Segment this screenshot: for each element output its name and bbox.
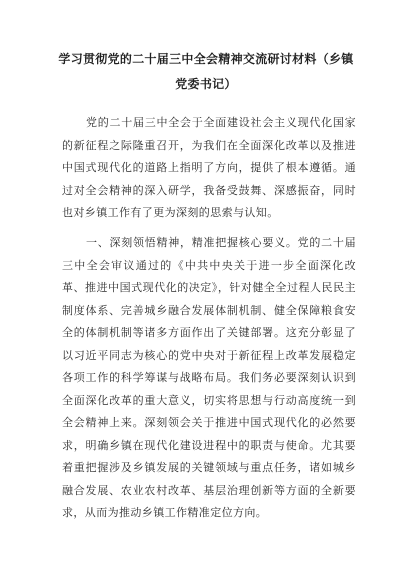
intro-paragraph: 党的二十届三中全会于全面建设社会主义现代化国家的新征程之际隆重召开，为我们在全面深化改革以及推进中国式现代化的道路上指明了方向，提供了根本遵循。通过对全会精神的深入研学，我备受鼓舞、深感振奋，同时也对乡镇工作有了更为深刻的思索与认知。 [62, 116, 356, 219]
section-one-paragraph: 一、深刻领悟精神，精准把握核心要义。党的二十届三中全会审议通过的《中共中央关于进一步全面深化改革、推进中国式现代化的决定》，针对健全全过程人民民主制度体系、完善城乡融合发展体制机制、健全保障粮食安全的体制机制等诸多方面作出了关键部署。这充分彰显了以习近平同志为核心的党中央对于新征程上改革发展稳定各项工作的科学筹谋与战略布局。我们务必要深刻认识到全面深化改革的重大意义，切实将思想与行动高度统一到全会精神上来。深刻领会关于推进中国式现代化的必然要求，明确乡镇在现代化建设进程中的职责与使命。尤其要着重把握涉及乡镇发展的关键领域与重点任务，诸如城乡融合发展、农业农村改革、基层治理创新等方面的全新要求，从而为推动乡镇工作精准定位方向。 [62, 236, 356, 519]
document-title: 学习贯彻党的二十届三中全会精神交流研讨材料（乡镇党委书记） [58, 52, 354, 91]
